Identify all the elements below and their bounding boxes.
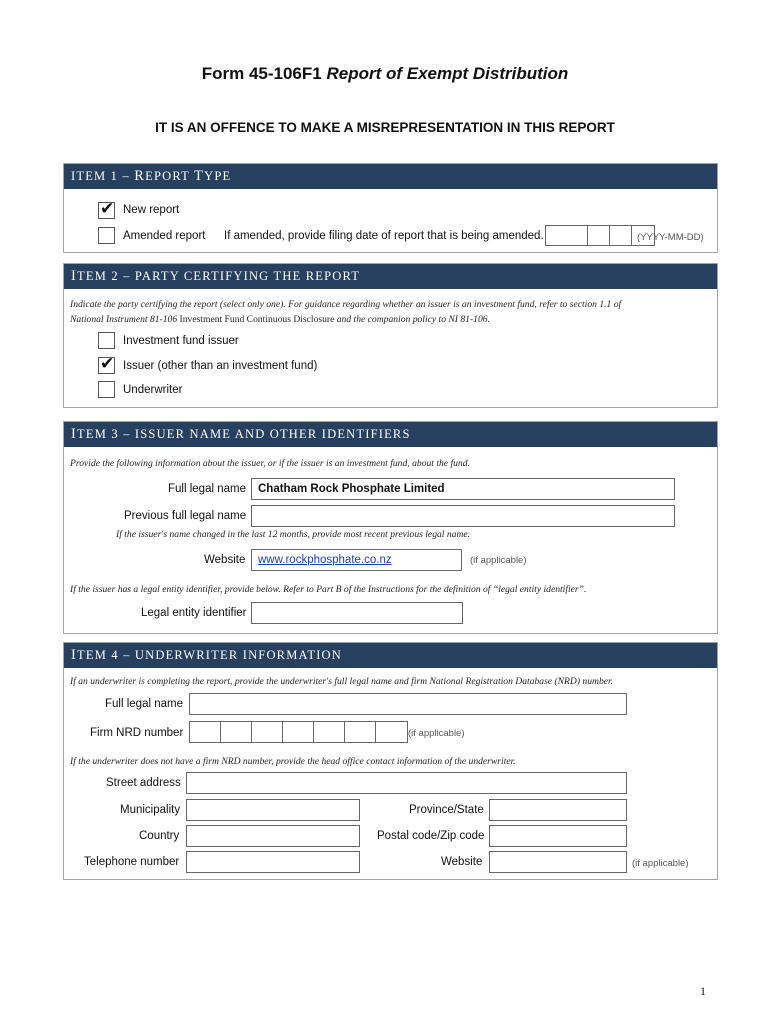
item3-section — [63, 421, 718, 634]
issuer-checkbox[interactable] — [98, 354, 115, 374]
underwriter-website-input[interactable] — [489, 851, 627, 873]
previous-legal-name-label: Previous full legal name — [124, 510, 247, 522]
date-format-hint: (YYYY-MM-DD) — [637, 232, 704, 243]
country-label: Country — [139, 830, 180, 842]
item2-header: ITEM 2 – PARTY CERTIFYING THE REPORT — [64, 264, 717, 289]
new-report-label: New report — [123, 204, 180, 216]
municipality-label: Municipality — [120, 804, 181, 816]
municipality-input[interactable] — [186, 799, 360, 821]
nrd-if-applicable: (if applicable) — [408, 728, 465, 739]
lei-input[interactable] — [251, 602, 463, 624]
previous-name-note: If the issuer's name changed in the last 12 months, provide most recent previous legal name. — [116, 529, 471, 540]
amended-report-label: Amended report — [123, 230, 206, 242]
item4-header: ITEM 4 – UNDERWRITER INFORMATION — [64, 643, 717, 668]
underwriter-full-legal-name-input[interactable] — [189, 693, 627, 715]
underwriter-website-if-applicable: (if applicable) — [632, 858, 689, 869]
investment-fund-issuer-checkbox[interactable] — [98, 332, 115, 349]
telephone-label: Telephone number — [84, 856, 180, 868]
item2-section — [63, 263, 718, 408]
form-name: Report of Exempt Distribution — [326, 64, 569, 83]
underwriter-website-label: Website — [441, 856, 483, 868]
country-input[interactable] — [186, 825, 360, 847]
street-address-input[interactable] — [186, 772, 627, 794]
issuer-full-legal-name-label: Full legal name — [168, 483, 246, 495]
underwriter-full-legal-name-label: Full legal name — [105, 698, 183, 710]
checkmark-icon: ✔ — [100, 354, 115, 373]
item4-instructions: If an underwriter is completing the report, provide the underwriter's full legal name and firm National Registration Database (NRD) number. — [70, 676, 614, 687]
investment-fund-issuer-label: Investment fund issuer — [123, 335, 239, 347]
issuer-full-legal-name-input[interactable]: Chatham Rock Phosphate Limited — [251, 478, 675, 500]
item3-instructions: Provide the following information about the issuer, or if the issuer is an investment fund, about the fund. — [70, 458, 470, 469]
item4-section — [63, 642, 718, 880]
issuer-website-label: Website — [204, 554, 246, 566]
province-input[interactable] — [489, 799, 627, 821]
page-number: 1 — [700, 984, 706, 998]
firm-nrd-input[interactable] — [189, 721, 408, 743]
new-report-checkbox[interactable] — [98, 199, 115, 219]
province-label: Province/State — [409, 804, 484, 816]
item1-header: ITEM 1 – REPORT TYPE — [64, 164, 717, 189]
item1-section — [63, 163, 718, 253]
amended-report-checkbox[interactable] — [98, 227, 115, 244]
issuer-label: Issuer (other than an investment fund) — [123, 360, 318, 372]
lei-label: Legal entity identifier — [141, 607, 247, 619]
underwriter-label: Underwriter — [123, 384, 183, 396]
telephone-input[interactable] — [186, 851, 360, 873]
misrepresentation-warning: IT IS AN OFFENCE TO MAKE A MISREPRESENTATION IN THIS REPORT — [155, 120, 615, 135]
lei-note: If the issuer has a legal entity identifier, provide below. Refer to Part B of the Instructions for the definition of “legal entity identifier”. — [70, 584, 587, 595]
underwriter-checkbox[interactable] — [98, 381, 115, 398]
item3-header: ITEM 3 – ISSUER NAME AND OTHER IDENTIFIERS — [64, 422, 717, 447]
item2-instructions-line2: National Instrument 81-106 Investment Fund Continuous Disclosure and the companion policy to NI 81-106. — [70, 314, 490, 325]
amended-note: If amended, provide filing date of report that is being amended. — [224, 230, 544, 242]
postal-code-label: Postal code/Zip code — [377, 830, 485, 842]
form-code: Form 45-106F1 — [201, 64, 322, 83]
firm-nrd-label: Firm NRD number — [90, 727, 184, 739]
website-if-applicable: (if applicable) — [470, 555, 527, 566]
no-nrd-note: If the underwriter does not have a firm NRD number, provide the head office contact information of the underwriter. — [70, 756, 516, 767]
item2-instructions-line1: Indicate the party certifying the report (select only one). For guidance regarding whether an issuer is an investment fund, refer to section 1.1 of — [70, 299, 622, 310]
postal-code-input[interactable] — [489, 825, 627, 847]
issuer-website-input[interactable]: www.rockphosphate.co.nz — [251, 549, 462, 571]
previous-legal-name-input[interactable] — [251, 505, 675, 527]
street-address-label: Street address — [106, 777, 181, 789]
form-title — [0, 64, 770, 84]
checkmark-icon: ✔ — [100, 199, 115, 218]
